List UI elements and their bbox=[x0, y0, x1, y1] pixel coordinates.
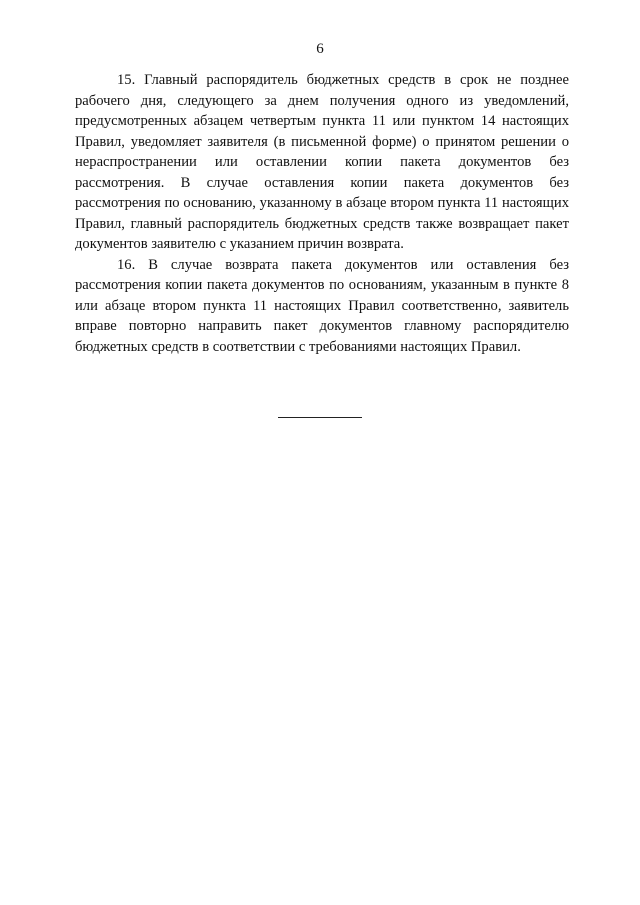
page-number: 6 bbox=[316, 41, 324, 57]
document-body bbox=[75, 70, 569, 357]
paragraph-16: 16. В случае возврата пакета документов или оставления без рассмотрения копии пакета документов по основаниям, указанным в пункте 8 или абзаце втором пункта 11 настоящих Правил соответственно, заявитель вправе повторно направить пакет документов главному распорядителю бюджетных средств в соответствии с требованиями настоящих Правил. bbox=[75, 256, 569, 355]
end-of-document-rule bbox=[278, 417, 362, 418]
paragraph-15: 15. Главный распорядитель бюджетных средств в срок не позднее рабочего дня, следующего за днем получения одного из уведомлений, предусмотренных абзацем четвертым пункта 11 или пунктом 14 настоящих Правил, уведомляет заявителя (в письменной форме) о принятом решении о нераспространении или оставлении копии пакета документов без рассмотрения. В случае оставления копии пакета документов без рассмотрения по основанию, указанному в абзаце втором пункта 11 настоящих Правил, главный распорядитель бюджетных средств также возвращает пакет документов заявителю с указанием причин возврата. bbox=[75, 72, 569, 252]
